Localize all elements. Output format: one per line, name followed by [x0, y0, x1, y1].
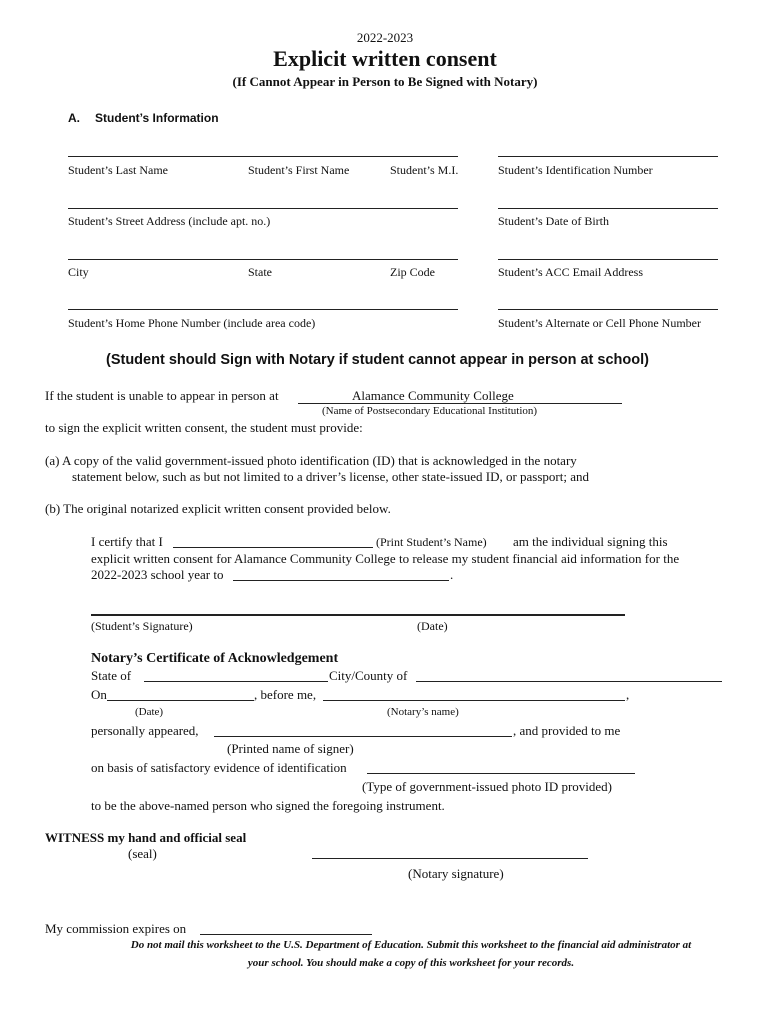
- intro-continuation: to sign the explicit written consent, the student must provide:: [45, 420, 363, 435]
- notary-state-input-line[interactable]: [144, 681, 328, 682]
- dob-label: Student’s Date of Birth: [498, 214, 609, 228]
- notary-signature-line[interactable]: [312, 858, 588, 859]
- dob-input-line[interactable]: [498, 208, 718, 209]
- zip-label: Zip Code: [390, 265, 435, 279]
- id-type-input-line[interactable]: [367, 773, 635, 774]
- student-signature-label: (Student’s Signature): [91, 619, 193, 633]
- commission-label: My commission expires on: [45, 921, 187, 936]
- on-line-comma: ,: [626, 687, 630, 702]
- notary-name-input-line[interactable]: [323, 700, 625, 701]
- last-name-label: Student’s Last Name: [68, 163, 168, 177]
- certify-suffix: am the individual signing this: [513, 534, 668, 549]
- first-name-label: Student’s First Name: [248, 163, 350, 177]
- student-signature-line[interactable]: [91, 614, 625, 616]
- id-type-caption: (Type of government-issued photo ID provided): [362, 779, 613, 794]
- mi-label: Student’s M.I.: [390, 163, 459, 177]
- witness-text: WITNESS my hand and official seal: [45, 830, 247, 845]
- name-input-line[interactable]: [68, 156, 458, 157]
- item-a-line2: statement below, such as but not limited to a driver’s license, other state-issued ID, or passport; and: [72, 469, 589, 484]
- certify-line2: explicit written consent for Alamance Community College to release my student financial aid information for the: [91, 551, 680, 566]
- student-name-input-line[interactable]: [173, 547, 373, 548]
- certify-line3-prefix: 2022-2023 school year to: [91, 567, 224, 582]
- notary-heading: Notary’s Certificate of Acknowledgement: [91, 651, 339, 666]
- home-phone-label: Student’s Home Phone Number (include area code): [68, 316, 316, 330]
- institution-name: Alamance Community College: [352, 388, 514, 403]
- footer-line2: your school. You should make a copy of this worksheet for your records.: [247, 957, 575, 969]
- state-label: State: [248, 265, 272, 279]
- signer-name-input-line[interactable]: [214, 736, 512, 737]
- release-to-input-line[interactable]: [233, 580, 449, 581]
- alt-phone-label: Student’s Alternate or Cell Phone Number: [498, 316, 701, 330]
- commission-date-input-line[interactable]: [200, 934, 372, 935]
- seal-label: (seal): [128, 846, 157, 861]
- alt-phone-input-line[interactable]: [498, 309, 718, 310]
- state-of-label: State of: [91, 668, 132, 683]
- city-state-zip-input-line[interactable]: [68, 259, 458, 260]
- street-label: Student’s Street Address (include apt. no.): [68, 214, 271, 228]
- notary-name-caption: (Notary’s name): [387, 706, 459, 718]
- notary-city-county-input-line[interactable]: [416, 681, 722, 682]
- page-subtitle: (If Cannot Appear in Person to Be Signed with Notary): [232, 74, 538, 89]
- section-a-heading: Student’s Information: [95, 111, 219, 125]
- form-year: 2022-2023: [356, 30, 414, 45]
- city-county-label: City/County of: [329, 668, 408, 683]
- street-input-line[interactable]: [68, 208, 458, 209]
- item-b: (b) The original notarized explicit written consent provided below.: [45, 501, 391, 516]
- email-input-line[interactable]: [498, 259, 718, 260]
- print-name-caption: (Print Student’s Name): [376, 535, 487, 549]
- evidence-label: on basis of satisfactory evidence of identification: [91, 760, 347, 775]
- on-label: On: [91, 687, 107, 702]
- notary-date-input-line[interactable]: [107, 700, 254, 701]
- certify-line3-suffix: .: [450, 567, 454, 582]
- home-phone-input-line[interactable]: [68, 309, 458, 310]
- page-title: Explicit written consent: [273, 46, 497, 71]
- city-label: City: [68, 265, 89, 279]
- notary-date-caption: (Date): [135, 706, 164, 718]
- above-named-text: to be the above-named person who signed the foregoing instrument.: [91, 798, 445, 813]
- id-number-label: Student’s Identification Number: [498, 163, 653, 177]
- notary-signature-label: (Notary signature): [408, 866, 504, 881]
- section-a-letter: A.: [68, 111, 80, 125]
- before-me-label: , before me,: [254, 687, 317, 702]
- institution-caption: (Name of Postsecondary Educational Institution): [322, 405, 538, 417]
- personally-appeared-label: personally appeared,: [91, 723, 199, 738]
- item-a-line1: (a) A copy of the valid government-issued photo identification (ID) that is acknowledged in the notary: [45, 453, 577, 468]
- printed-signer-caption: (Printed name of signer): [227, 741, 354, 756]
- certify-prefix: I certify that I: [91, 534, 163, 549]
- signature-date-label: (Date): [417, 619, 448, 633]
- intro-prefix: If the student is unable to appear in person at: [45, 388, 279, 403]
- provided-to-me-label: , and provided to me: [513, 723, 621, 738]
- notary-notice: (Student should Sign with Notary if student cannot appear in person at school): [106, 352, 649, 368]
- footer-line1: Do not mail this worksheet to the U.S. Department of Education. Submit this worksheet to the financial aid administrator at: [130, 939, 692, 951]
- email-label: Student’s ACC Email Address: [498, 265, 644, 279]
- id-number-input-line[interactable]: [498, 156, 718, 157]
